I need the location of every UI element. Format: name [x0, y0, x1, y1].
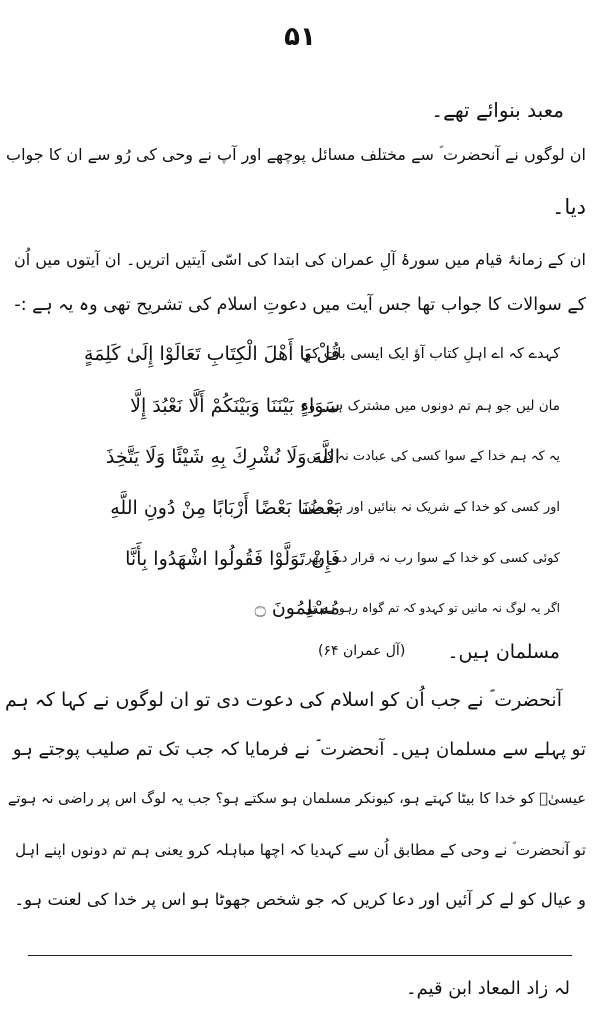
verse-arabic-line: فَإِنْ تَوَلَّوْا فَقُولُوا اشْهَدُوا بِأَنَّا	[125, 548, 340, 570]
page-number: ۵۱	[284, 22, 316, 52]
verse-arabic-line: قُلْ يَا أَهْلَ الْكِتَابِ تَعَالَوْا إِلَىٰ كَلِمَةٍ	[84, 343, 340, 365]
paragraph-3-line-5: و عیال کو لے کر آئیں اور دعا کریں کہ جو شخص جھوٹا ہو اس پر خدا کی لعنت ہو۔	[14, 890, 586, 909]
paragraph-3-line-3: عیسیٰؑ کو خدا کا بیٹا کہتے ہو، کیونکر مسلمان ہو سکتے ہو؟ جب یہ لوگ اس پر راضی نہ ہوتے	[7, 791, 586, 807]
paragraph-2-line-2: کے سوالات کا جواب تھا جس آیت میں دعوتِ اسلام کی تشریح تھی وہ یہ ہے :-	[14, 295, 586, 315]
paragraph-3-line-2: تو پہلے سے مسلمان ہیں۔ آنحضرت ؐ نے فرمایا کہ جب تک تم صلیب پوجتے ہو	[12, 739, 586, 760]
paragraph-3-line-4: تو آنحضرت ؐ نے وحی کے مطابق اُن سے کہدیا کہ اچھا مباہلہ کرو یعنی ہم تم دونوں اپنے اہل	[15, 841, 586, 859]
footnote-divider	[28, 955, 572, 956]
verse-translation-line: مسلمان ہیں۔	[447, 641, 560, 663]
verse-translation-line: کوئی کسی کو خدا کے سوا رب نہ قرار دے۔ پھر	[305, 551, 560, 566]
verse-translation-line: مان لیں جو ہم تم دونوں میں مشترک ہے۔ وہ	[300, 398, 560, 414]
verse-arabic-line: اللَّهَ وَلَا نُشْرِكَ بِهِ شَيْئًا وَلَا يَتَّخِذَ	[105, 446, 340, 468]
verse-translation-line: اگر یہ لوگ نہ مانیں تو کہدو کہ تم گواہ رہو ہم تو	[306, 601, 560, 615]
paragraph-3-line-1: آنحضرت ؐ نے جب اُن کو اسلام کی دعوت دی تو ان لوگوں نے کہا کہ ہم	[4, 689, 562, 711]
verse-translation-line: کہدے کہ اے اہلِ کتاب آؤ ایک ایسی بات کو	[304, 346, 560, 362]
paragraph-1-line-2: دیا۔	[552, 195, 586, 219]
paragraph-1-line-1: ان لوگوں نے آنحضرت ؐ سے مختلف مسائل پوچھے اور آپ نے وحی کی رُو سے ان کا جواب	[6, 145, 586, 164]
verse-arabic-line: بَعْضُنَا بَعْضًا أَرْبَابًا مِنْ دُونِ اللَّهِ	[110, 497, 340, 519]
verse-translation-line: اور کسی کو خدا کے شریک نہ بنائیں اور ہم میں	[301, 500, 560, 515]
verse-translation-line: یہ کہ ہم خدا کے سوا کسی کی عبادت نہ کریں	[306, 449, 560, 464]
section-heading: معبد بنوائے تھے۔	[431, 98, 564, 122]
footnote: لہ زاد المعاد ابن قیم۔	[406, 978, 570, 999]
verse-arabic-line: سَوَاءٍ بَيْنَنَا وَبَيْنَكُمْ أَلَّا نَعْبُدَ إِلَّا	[130, 395, 340, 417]
verse-reference: (آل عمران ۶۴)	[318, 643, 406, 659]
verse-arabic-line: مُسْلِمُونَ ۝	[254, 597, 340, 619]
paragraph-2-line-1: ان کے زمانۂ قیام میں سورۂ آلِ عمران کی ابتدا کی اسّی آیتیں اتریں۔ ان آیتوں میں اُن	[14, 250, 586, 269]
